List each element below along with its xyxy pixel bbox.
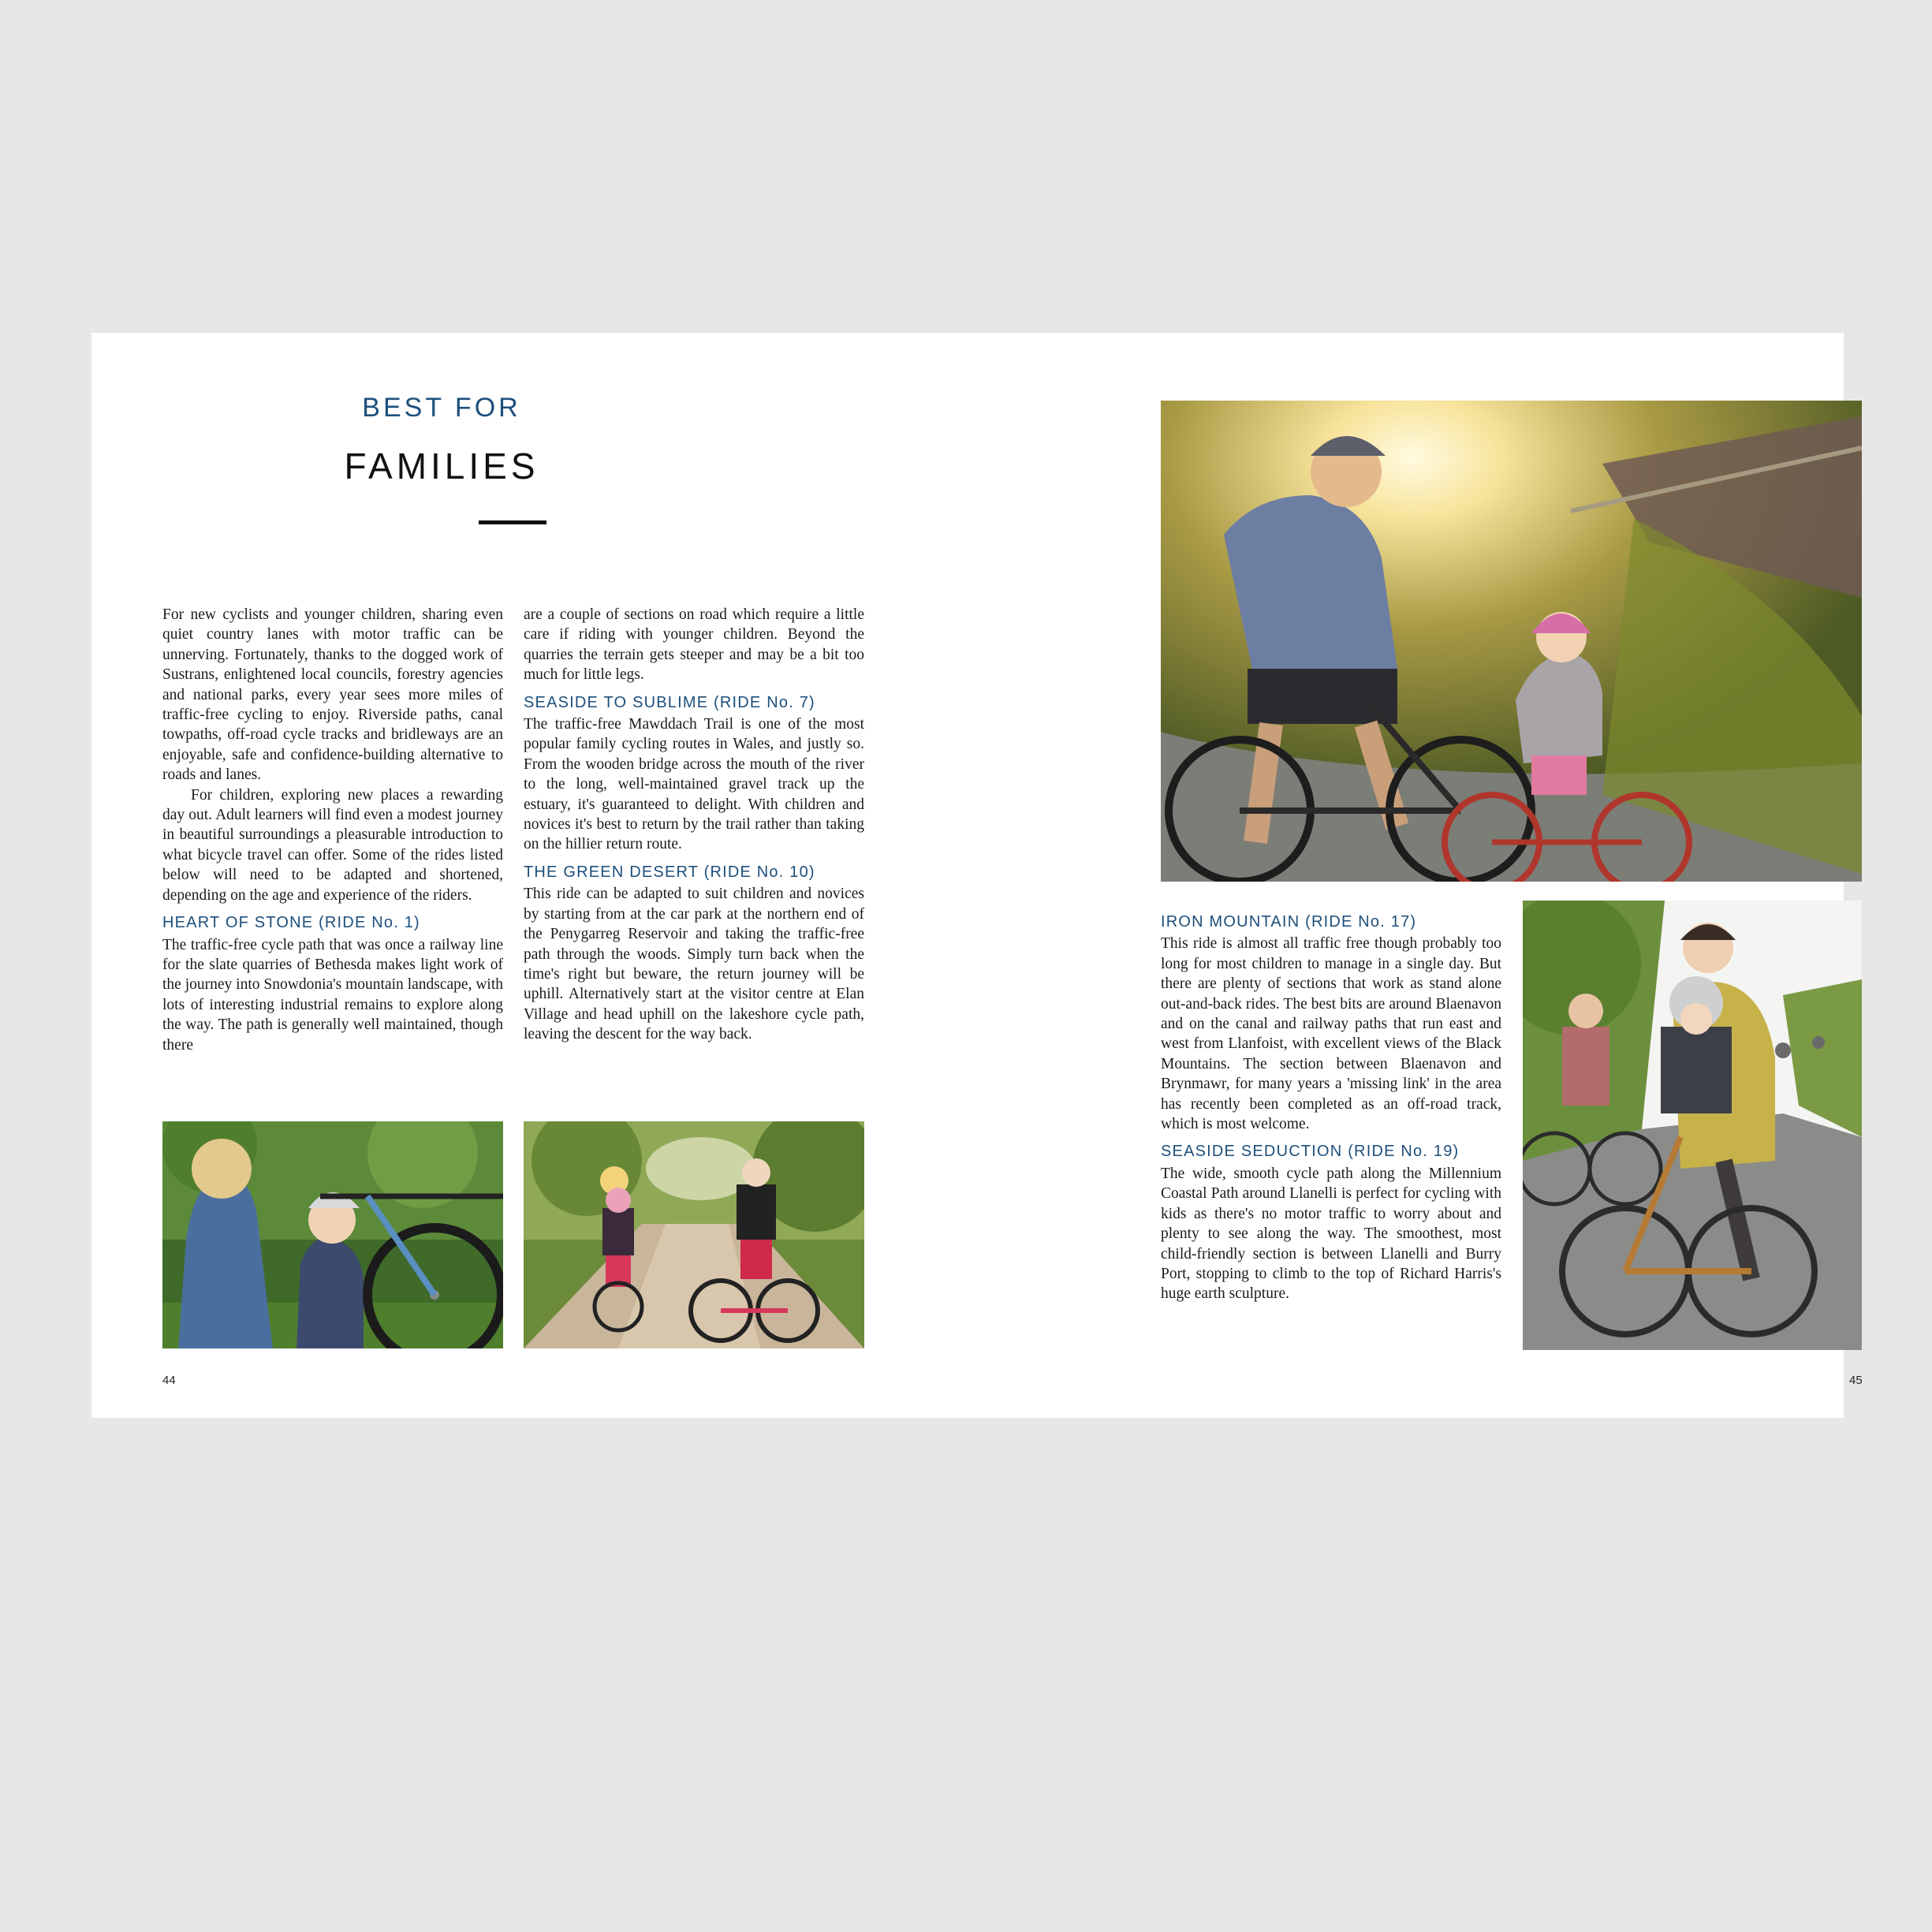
intro-paragraph-1: For new cyclists and younger children, sharing even quiet country lanes with motor traffic can be unnerving. Fortunately, thanks to the dogged work of Sustrans, enlightened local councils, forestry agencies and national parks, every year sees more miles of traffic-free cycling to enjoy. Riverside paths, canal towpaths, off-road cycle tracks and bridleways are an enjoyable, safe and confidence-building alternative to roads and lanes. bbox=[162, 606, 503, 784]
photo-children-cycling-path bbox=[524, 1121, 864, 1348]
ride-body-heart-of-stone: The traffic-free cycle path that was once a railway line for the slate quarries of Bethesda makes light work of the journey into Snowdonia's mountain landscape, with lots of interesting industrial remains to explore along the way. The path is generally well maintained, though there bbox=[162, 936, 503, 1054]
text-column-3 bbox=[1161, 904, 1501, 1304]
ride-heading-green-desert: THE GREEN DESERT (RIDE No. 10) bbox=[524, 863, 815, 881]
photo-father-daughter-cycling bbox=[1161, 401, 1862, 882]
ride-heading-seaside-to-sublime: SEASIDE TO SUBLIME (RIDE No. 7) bbox=[524, 693, 815, 711]
ride-body-green-desert: This ride can be adapted to suit children and novices by starting from at the car park at the northern end of the Penygarreg Reservoir and taking the traffic-free path through the woods. Simply turn back when the time's right but beware, the return journey will be uphill. Alternatively start at the visitor centre at Elan Village and head uphill on the lakeshore cycle path, leaving the descent for the way back. bbox=[524, 886, 864, 1043]
intro-paragraph-2: For children, exploring new places a rewarding day out. Adult learners will find even a modest journey in beautiful surroundings a pleasurable introduction to what bicycle travel can offer. Some of the rides listed below will need to be adapted and shortened, depending on the age and experience of the riders. bbox=[162, 786, 503, 904]
ride-heading-heart-of-stone: HEART OF STONE (RIDE No. 1) bbox=[162, 914, 420, 932]
ride-heading-seaside-seduction: SEASIDE SEDUCTION (RIDE No. 19) bbox=[1161, 1143, 1460, 1161]
ride-body-seaside-seduction: The wide, smooth cycle path along the Millennium Coastal Path around Llanelli is perfect for cycling with kids as there's no motor traffic to worry about and plenty to see along the way. The smoothest, most child-friendly section is between Llanelli and Burry Port, stopping to climb to the top of Richard Harris's huge earth sculpture. bbox=[1161, 1165, 1501, 1303]
text-column-2 bbox=[524, 605, 864, 1045]
section-kicker: BEST FOR bbox=[362, 393, 521, 423]
photo-children-with-bike bbox=[162, 1121, 503, 1348]
ride-body-heart-of-stone-continued: are a couple of sections on road which require a little care if riding with younger children. Beyond the quarries the terrain gets steeper and may be a bit too much for little legs. bbox=[524, 606, 864, 684]
book-spread bbox=[91, 333, 1863, 1418]
right-page bbox=[968, 333, 1863, 1418]
title-divider bbox=[479, 520, 546, 524]
ride-heading-iron-mountain: IRON MOUNTAIN (RIDE No. 17) bbox=[1161, 913, 1417, 931]
page-number-left: 44 bbox=[162, 1374, 176, 1387]
ride-body-iron-mountain: This ride is almost all traffic free though probably too long for most children to manage in a single day. But there are plenty of sections that work as stand alone out-and-back rides. The best bits are around Blaenavon and on the canal and railway paths that run east and west from Llanfoist, with excellent views of the Black Mountains. The section between Blaenavon and Brynmawr, for many years a 'missing link' in the area has recently been completed as an off-road track, which is most welcome. bbox=[1161, 935, 1501, 1133]
text-column-1 bbox=[162, 605, 503, 1055]
left-page bbox=[91, 333, 968, 1418]
ride-body-seaside-to-sublime: The traffic-free Mawddach Trail is one of the most popular family cycling routes in Wales, and justly so. From the wooden bridge across the mouth of the river to the long, well-maintained gravel track up the estuary, it's guaranteed to delight. With children and novices it's best to return by the trail rather than taking on the hillier return route. bbox=[524, 716, 864, 853]
page-title: FAMILIES bbox=[344, 446, 539, 487]
page-number-right: 45 bbox=[1849, 1374, 1863, 1387]
photo-family-cycling-road bbox=[1523, 901, 1862, 1350]
